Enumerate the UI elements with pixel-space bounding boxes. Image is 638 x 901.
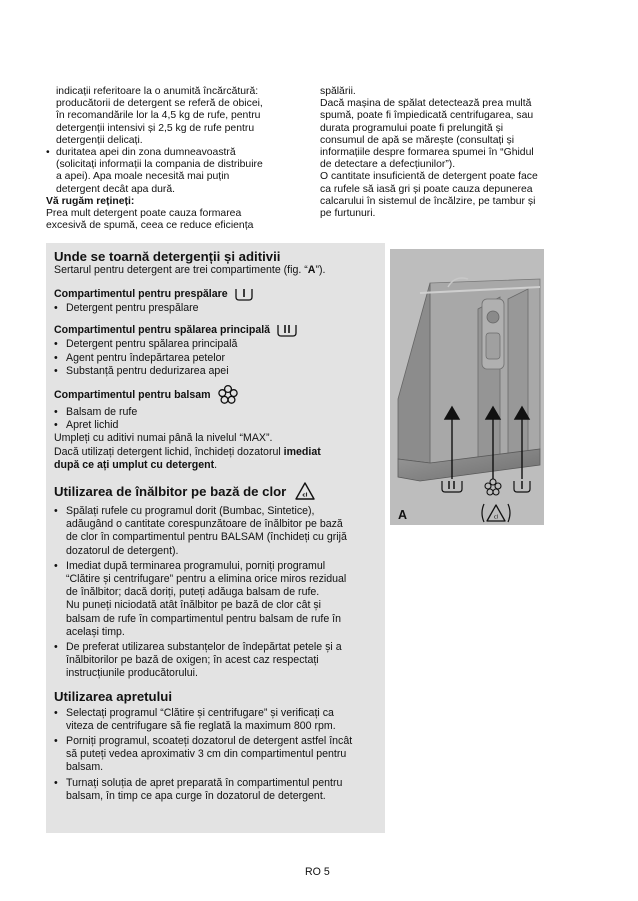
bullet-line: dozatorul de detergent). [66,544,179,557]
bullet-line: • De preferat utilizarea substanțelor de îndepărtat petele și a [66,641,342,654]
mainwash-item: • Agent pentru îndepărtarea petelor [54,352,380,365]
text-line: durata programului poate fi prelungită și [320,122,504,134]
text-line: producătorii de detergent se referă de obicei, [56,98,263,110]
bullet-line: de înălbitor; dacă doriți, puteți adăuga balsam de rufe. [66,586,320,599]
note-text: Dacă utilizați detergent lichid, închideți dozatorul [54,445,284,458]
text-line: O cantitate insuficientă de detergent poate face [320,171,538,183]
bleach-icon [294,481,316,501]
intro-figure-ref: A [307,264,316,276]
box-title: Unde se toarnă detergenții și aditivii [54,249,281,264]
text-line: indicații referitoare la o anumită încărcătură: [56,86,259,97]
bleach-icon [478,502,514,524]
text-line: spălării. [320,86,356,97]
softener-heading [54,384,380,406]
text-line: consumul de apă se mărește (consultați și [320,134,515,146]
main-wash-icon [276,322,298,338]
bleach-bullet [54,560,380,639]
text-line: Dacă mașina de spălat detectează prea multă [320,98,532,110]
text-line: (solicitați informații la compania de distribuire [56,159,263,171]
starch-heading-text: Utilizarea apretului [54,688,172,704]
softener-heading-text: Compartimentul pentru balsam [54,388,211,401]
right-column [320,86,556,232]
starch-bullet [54,735,380,775]
text-line: pe furtunuri. [320,208,376,220]
prewash-item: • Detergent pentru prespălare [54,302,380,315]
svg-text:cl: cl [302,492,308,499]
prewash-heading [54,286,380,302]
left-column [46,86,292,232]
bullet-line: înălbitorilor pe bază de oxigen; în acest caz respectați [66,654,319,667]
box-intro [54,264,380,277]
text-line: calcarului în sistemul de încălzire, pe tambur și [320,195,536,207]
text-line: de detectare a defecțiunilor”). [320,159,456,171]
prewash-icon [514,481,530,492]
bleach-heading-text: Utilizarea de înălbitor pe bază de clor [54,483,287,499]
detergent-drawer-figure [390,249,544,525]
mainwash-heading-text: Compartimentul pentru spălarea principală [54,323,271,336]
bullet-line: să puteți vedea aproximativ 3 cm din compartimentul pentru [66,748,347,761]
text-line: informațiile despre formarea spumei în “Ghidul [320,147,534,159]
top-text-columns [46,86,556,232]
text-line: ca rufele să iasă gri și poate cauza depunerea [320,183,533,195]
intro-text-end: ”). [315,264,326,276]
svg-text:cl: cl [493,514,499,521]
softener-note [54,459,380,472]
text-line: Prea mult detergent poate cauza formarea [46,208,242,220]
mainwash-item: • Substanță pentru dedurizarea apei [54,365,380,378]
bullet-line: adăugând o cantitate corespunzătoare de înălbitor pe bază [66,518,343,531]
prewash-heading-text: Compartimentul pentru prespălare [54,287,228,300]
starch-bullet [54,707,380,733]
text-line: excesivă de spumă, ceea ce reduce eficiența [46,220,254,232]
note-emphasis: imediat [283,445,321,458]
prewash-icon [234,286,254,302]
mainwash-item: • Detergent pentru spălarea principală [54,338,380,351]
note-emphasis: după ce ați umplut cu detergent [54,458,215,471]
page-number: RO 5 [305,866,330,878]
text-line: detergenții intensivi și 2,5 kg de rufe pentru [56,122,255,134]
starch-bullet [54,777,380,803]
bullet-line: • Imediat după terminarea programului, porniți programul [66,559,326,572]
softener-note [54,446,380,459]
bullet-line: • Turnați soluția de apret preparată în compartimentul pentru [66,776,343,789]
bullet-line: • Selectați programul “Clătire și centrifugare” și verificați ca [66,706,334,719]
bullet-line: • Porniți programul, scoateți dozatorul de detergent astfel încât [66,735,353,748]
bleach-heading [54,481,380,501]
detergent-info-box [46,243,385,833]
softener-flower-icon [485,479,501,495]
note-text: . [214,458,218,471]
bullet-line: balsam, în timp ce apa curge în dozatorul de detergent. [66,789,326,802]
mainwash-heading [54,322,380,338]
softener-flower-icon [217,384,239,406]
starch-heading [54,689,380,704]
main-wash-icon [442,481,462,492]
drawer-illustration [390,249,544,525]
bleach-bullet [54,505,380,558]
bullet-line: instrucțiunile producătorului. [66,667,198,680]
text-line: detergenții delicați. [56,134,143,146]
bullet-line: Nu puneți niciodată atât înălbitor pe bază de clor cât și [66,599,321,612]
bullet-line: de clor în compartimentul pentru BALSAM (închideți cu grijă [66,531,347,544]
softener-item: • Apret lichid [54,419,380,432]
text-line: în recomandările lor la 4,5 kg de rufe, pentru [56,110,261,122]
softener-item: • Balsam de rufe [54,406,380,419]
text-line: detergent decât apa dură. [56,183,176,195]
bullet-line: viteza de centrifugare să fie reglată la maximum 800 rpm. [66,719,336,732]
bullet-line: • duritatea apei din zona dumneavoastră [46,147,292,159]
bullet-line: • Spălați rufele cu programul dorit (Bumbac, Sintetice), [66,505,315,518]
bullet-line: același timp. [66,625,125,638]
text-line: spumă, poate fi împiedicată centrifugarea, sau [320,110,534,122]
figure-label: A [398,508,408,522]
bullet-line: balsam de rufe în compartimentul pentru balsam de rufe în [66,612,341,625]
softener-note: Umpleți cu aditivi numai până la nivelul “MAX”. [54,432,273,445]
bleach-bullet [54,641,380,681]
figure-bleach-symbol [478,502,514,529]
intro-text: Sertarul pentru detergent are trei compartimente (fig. “ [54,264,308,276]
bullet-line: “Clătire și centrifugare” pentru a elimina orice miros rezidual [66,573,347,586]
bullet-line: balsam. [66,761,104,774]
note-heading: Vă rugăm rețineți: [46,195,135,207]
text-line: a apei). Apa moale necesită mai puțin [56,171,230,183]
